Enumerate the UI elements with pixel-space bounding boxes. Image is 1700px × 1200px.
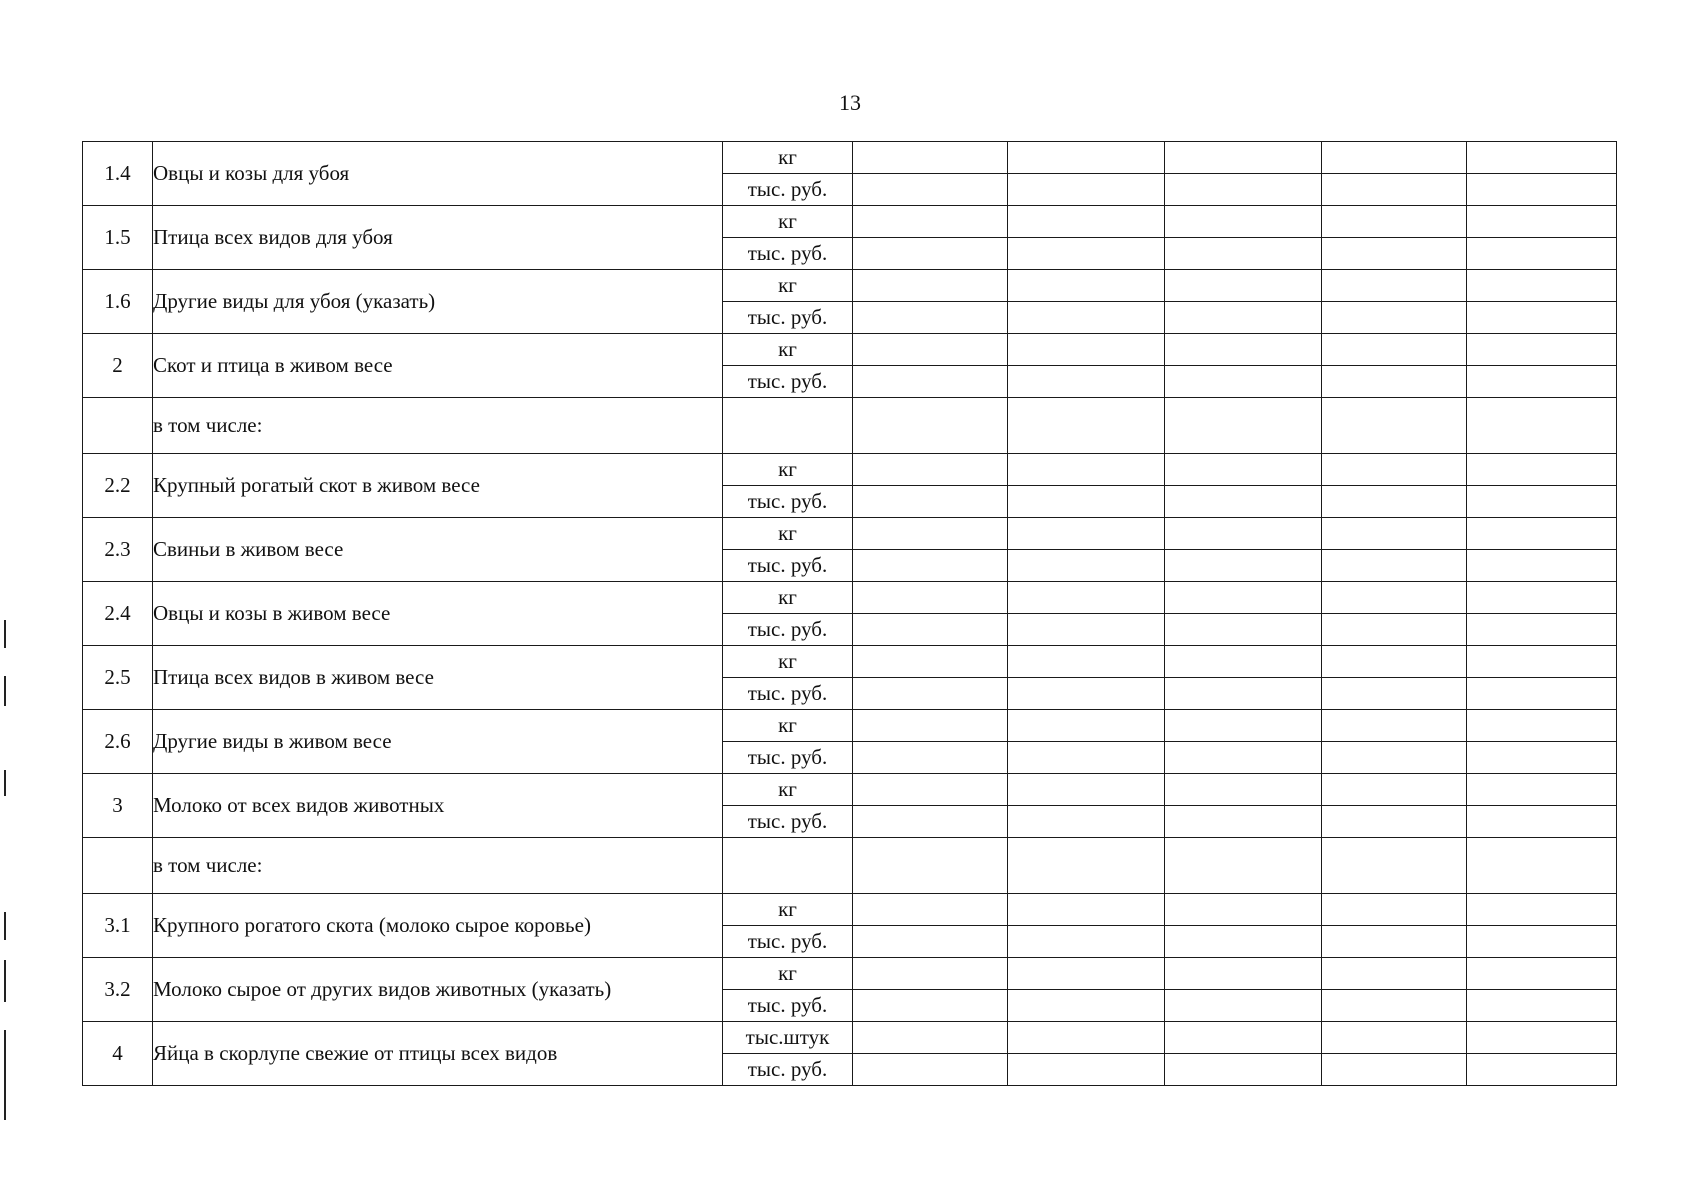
value-cell[interactable] — [1008, 398, 1165, 454]
value-cell[interactable] — [853, 742, 1008, 774]
indicator-name: Крупный рогатый скот в живом весе — [153, 454, 723, 518]
scan-margin-mark — [4, 912, 6, 940]
indicator-name: Овцы и козы в живом весе — [153, 582, 723, 646]
value-cell[interactable] — [1322, 894, 1467, 926]
value-cell[interactable] — [1467, 710, 1617, 742]
value-cell[interactable] — [1467, 646, 1617, 678]
value-cell[interactable] — [1165, 710, 1322, 742]
value-cell[interactable] — [1165, 838, 1322, 894]
value-cell[interactable] — [1165, 454, 1322, 486]
row-number — [83, 398, 153, 454]
value-cell[interactable] — [1467, 582, 1617, 614]
value-cell[interactable] — [853, 366, 1008, 398]
row-number: 4 — [83, 1022, 153, 1086]
value-cell[interactable] — [1165, 486, 1322, 518]
value-cell[interactable] — [853, 678, 1008, 710]
table-body — [83, 142, 1617, 1086]
value-cell[interactable] — [1008, 806, 1165, 838]
indicator-name: Свиньи в живом весе — [153, 518, 723, 582]
subheading-label: в том числе: — [153, 838, 723, 894]
value-cell[interactable] — [853, 454, 1008, 486]
value-cell[interactable] — [853, 270, 1008, 302]
table-row — [83, 838, 1617, 894]
value-cell[interactable] — [1008, 710, 1165, 742]
value-cell[interactable] — [1008, 678, 1165, 710]
value-cell[interactable] — [1322, 1022, 1467, 1054]
value-cell[interactable] — [1165, 518, 1322, 550]
unit-of-measure: тыс. руб. — [723, 302, 853, 334]
unit-of-measure: тыс. руб. — [723, 486, 853, 518]
row-number — [83, 838, 153, 894]
value-cell[interactable] — [1008, 894, 1165, 926]
row-number: 1.5 — [83, 206, 153, 270]
value-cell[interactable] — [1008, 926, 1165, 958]
value-cell[interactable] — [1008, 174, 1165, 206]
unit-of-measure: кг — [723, 142, 853, 174]
value-cell[interactable] — [1165, 614, 1322, 646]
value-cell[interactable] — [1165, 174, 1322, 206]
table-row — [83, 398, 1617, 454]
value-cell[interactable] — [1165, 206, 1322, 238]
value-cell[interactable] — [1467, 990, 1617, 1022]
value-cell[interactable] — [1322, 486, 1467, 518]
value-cell[interactable] — [1165, 1022, 1322, 1054]
unit-of-measure: тыс.штук — [723, 1022, 853, 1054]
table-row — [83, 334, 1617, 366]
unit-of-measure: кг — [723, 894, 853, 926]
unit-of-measure: кг — [723, 646, 853, 678]
unit-of-measure: тыс. руб. — [723, 926, 853, 958]
value-cell[interactable] — [1322, 806, 1467, 838]
value-cell[interactable] — [1008, 518, 1165, 550]
value-cell[interactable] — [853, 614, 1008, 646]
table-row — [83, 894, 1617, 926]
value-cell[interactable] — [1165, 398, 1322, 454]
value-cell[interactable] — [1322, 958, 1467, 990]
value-cell[interactable] — [1467, 206, 1617, 238]
value-cell[interactable] — [1322, 142, 1467, 174]
value-cell[interactable] — [853, 806, 1008, 838]
value-cell[interactable] — [1008, 206, 1165, 238]
value-cell[interactable] — [1008, 238, 1165, 270]
value-cell[interactable] — [1165, 582, 1322, 614]
value-cell[interactable] — [1008, 366, 1165, 398]
value-cell[interactable] — [1165, 806, 1322, 838]
value-cell[interactable] — [1322, 838, 1467, 894]
unit-of-measure — [723, 398, 853, 454]
value-cell[interactable] — [853, 550, 1008, 582]
value-cell[interactable] — [853, 646, 1008, 678]
value-cell[interactable] — [853, 238, 1008, 270]
value-cell[interactable] — [853, 990, 1008, 1022]
value-cell[interactable] — [1165, 646, 1322, 678]
unit-of-measure: тыс. руб. — [723, 1054, 853, 1086]
value-cell[interactable] — [1467, 894, 1617, 926]
unit-of-measure: кг — [723, 206, 853, 238]
value-cell[interactable] — [1322, 270, 1467, 302]
value-cell[interactable] — [1165, 678, 1322, 710]
value-cell[interactable] — [1322, 646, 1467, 678]
value-cell[interactable] — [1467, 366, 1617, 398]
indicator-name: Птица всех видов для убоя — [153, 206, 723, 270]
value-cell[interactable] — [1322, 206, 1467, 238]
table-row — [83, 206, 1617, 238]
value-cell[interactable] — [1008, 302, 1165, 334]
value-cell[interactable] — [1467, 1054, 1617, 1086]
value-cell[interactable] — [1467, 774, 1617, 806]
indicator-name: Молоко от всех видов животных — [153, 774, 723, 838]
value-cell[interactable] — [1008, 990, 1165, 1022]
table-row — [83, 270, 1617, 302]
value-cell[interactable] — [853, 486, 1008, 518]
table-row — [83, 454, 1617, 486]
value-cell[interactable] — [1322, 334, 1467, 366]
value-cell[interactable] — [1467, 486, 1617, 518]
subheading-label: в том числе: — [153, 398, 723, 454]
unit-of-measure — [723, 838, 853, 894]
value-cell[interactable] — [853, 926, 1008, 958]
value-cell[interactable] — [1467, 550, 1617, 582]
row-number: 3 — [83, 774, 153, 838]
table-row — [83, 518, 1617, 550]
value-cell[interactable] — [1165, 1054, 1322, 1086]
value-cell[interactable] — [1467, 270, 1617, 302]
unit-of-measure: кг — [723, 270, 853, 302]
value-cell[interactable] — [1165, 990, 1322, 1022]
indicator-name: Другие виды для убоя (указать) — [153, 270, 723, 334]
page-number: 13 — [839, 90, 861, 115]
value-cell[interactable] — [1165, 142, 1322, 174]
value-cell[interactable] — [853, 142, 1008, 174]
scan-margin-mark — [4, 960, 6, 1002]
value-cell[interactable] — [1008, 958, 1165, 990]
value-cell[interactable] — [1467, 838, 1617, 894]
table-row — [83, 774, 1617, 806]
value-cell[interactable] — [1165, 550, 1322, 582]
row-number: 2.4 — [83, 582, 153, 646]
value-cell[interactable] — [1008, 270, 1165, 302]
livestock-production-table — [82, 141, 1617, 1086]
scan-margin-mark — [4, 620, 6, 648]
table-row — [83, 1022, 1617, 1054]
value-cell[interactable] — [1008, 582, 1165, 614]
value-cell[interactable] — [1165, 742, 1322, 774]
unit-of-measure: тыс. руб. — [723, 990, 853, 1022]
unit-of-measure: кг — [723, 774, 853, 806]
value-cell[interactable] — [1165, 894, 1322, 926]
value-cell[interactable] — [1467, 926, 1617, 958]
value-cell[interactable] — [1467, 806, 1617, 838]
row-number: 2.2 — [83, 454, 153, 518]
value-cell[interactable] — [1322, 614, 1467, 646]
value-cell[interactable] — [853, 518, 1008, 550]
value-cell[interactable] — [1322, 926, 1467, 958]
unit-of-measure: тыс. руб. — [723, 238, 853, 270]
unit-of-measure: кг — [723, 454, 853, 486]
value-cell[interactable] — [1165, 302, 1322, 334]
value-cell[interactable] — [1008, 550, 1165, 582]
value-cell[interactable] — [1008, 1022, 1165, 1054]
value-cell[interactable] — [1165, 366, 1322, 398]
row-number: 2.3 — [83, 518, 153, 582]
indicator-name: Птица всех видов в живом весе — [153, 646, 723, 710]
value-cell[interactable] — [853, 958, 1008, 990]
value-cell[interactable] — [853, 1022, 1008, 1054]
value-cell[interactable] — [1322, 990, 1467, 1022]
value-cell[interactable] — [1467, 302, 1617, 334]
indicator-name: Яйца в скорлупе свежие от птицы всех видов — [153, 1022, 723, 1086]
value-cell[interactable] — [1467, 334, 1617, 366]
value-cell[interactable] — [853, 302, 1008, 334]
row-number: 3.2 — [83, 958, 153, 1022]
value-cell[interactable] — [1322, 174, 1467, 206]
value-cell[interactable] — [1467, 142, 1617, 174]
value-cell[interactable] — [1467, 398, 1617, 454]
table-row — [83, 582, 1617, 614]
scan-margin-mark — [4, 770, 6, 796]
table-row — [83, 646, 1617, 678]
value-cell[interactable] — [1322, 678, 1467, 710]
unit-of-measure: тыс. руб. — [723, 366, 853, 398]
table-row — [83, 142, 1617, 174]
unit-of-measure: тыс. руб. — [723, 742, 853, 774]
value-cell[interactable] — [1467, 454, 1617, 486]
value-cell[interactable] — [1322, 238, 1467, 270]
value-cell[interactable] — [1008, 614, 1165, 646]
value-cell[interactable] — [1322, 1054, 1467, 1086]
unit-of-measure: тыс. руб. — [723, 678, 853, 710]
value-cell[interactable] — [1008, 454, 1165, 486]
value-cell[interactable] — [1008, 142, 1165, 174]
value-cell[interactable] — [1322, 302, 1467, 334]
unit-of-measure: кг — [723, 582, 853, 614]
value-cell[interactable] — [1322, 742, 1467, 774]
value-cell[interactable] — [853, 710, 1008, 742]
row-number: 2.6 — [83, 710, 153, 774]
value-cell[interactable] — [1165, 270, 1322, 302]
unit-of-measure: тыс. руб. — [723, 174, 853, 206]
value-cell[interactable] — [1467, 614, 1617, 646]
value-cell[interactable] — [1467, 958, 1617, 990]
value-cell[interactable] — [1322, 398, 1467, 454]
indicator-name: Крупного рогатого скота (молоко сырое коровье) — [153, 894, 723, 958]
indicator-name: Молоко сырое от других видов животных (указать) — [153, 958, 723, 1022]
row-number: 1.4 — [83, 142, 153, 206]
value-cell[interactable] — [853, 582, 1008, 614]
value-cell[interactable] — [1322, 710, 1467, 742]
value-cell[interactable] — [1467, 518, 1617, 550]
scan-margin-mark — [4, 676, 6, 706]
unit-of-measure: кг — [723, 710, 853, 742]
value-cell[interactable] — [853, 174, 1008, 206]
value-cell[interactable] — [853, 838, 1008, 894]
unit-of-measure: кг — [723, 518, 853, 550]
row-number: 3.1 — [83, 894, 153, 958]
value-cell[interactable] — [1165, 238, 1322, 270]
row-number: 1.6 — [83, 270, 153, 334]
value-cell[interactable] — [1322, 774, 1467, 806]
value-cell[interactable] — [1322, 550, 1467, 582]
value-cell[interactable] — [1165, 958, 1322, 990]
value-cell[interactable] — [1008, 838, 1165, 894]
value-cell[interactable] — [1008, 646, 1165, 678]
scan-margin-mark — [4, 1030, 6, 1120]
value-cell[interactable] — [853, 206, 1008, 238]
value-cell[interactable] — [1467, 174, 1617, 206]
value-cell[interactable] — [1165, 774, 1322, 806]
unit-of-measure: тыс. руб. — [723, 806, 853, 838]
value-cell[interactable] — [853, 774, 1008, 806]
value-cell[interactable] — [1322, 518, 1467, 550]
indicator-name: Овцы и козы для убоя — [153, 142, 723, 206]
value-cell[interactable] — [1008, 1054, 1165, 1086]
value-cell[interactable] — [853, 1054, 1008, 1086]
value-cell[interactable] — [1008, 486, 1165, 518]
value-cell[interactable] — [1008, 334, 1165, 366]
table-row — [83, 958, 1617, 990]
value-cell[interactable] — [1467, 678, 1617, 710]
unit-of-measure: тыс. руб. — [723, 550, 853, 582]
unit-of-measure: кг — [723, 334, 853, 366]
value-cell[interactable] — [1467, 1022, 1617, 1054]
value-cell[interactable] — [1467, 742, 1617, 774]
unit-of-measure: тыс. руб. — [723, 614, 853, 646]
value-cell[interactable] — [1467, 238, 1617, 270]
value-cell[interactable] — [1165, 926, 1322, 958]
value-cell[interactable] — [853, 398, 1008, 454]
unit-of-measure: кг — [723, 958, 853, 990]
row-number: 2.5 — [83, 646, 153, 710]
table-row — [83, 710, 1617, 742]
value-cell[interactable] — [1008, 774, 1165, 806]
value-cell[interactable] — [1322, 454, 1467, 486]
value-cell[interactable] — [1165, 334, 1322, 366]
indicator-name: Другие виды в живом весе — [153, 710, 723, 774]
row-number: 2 — [83, 334, 153, 398]
value-cell[interactable] — [853, 894, 1008, 926]
value-cell[interactable] — [1322, 366, 1467, 398]
indicator-name: Скот и птица в живом весе — [153, 334, 723, 398]
value-cell[interactable] — [853, 334, 1008, 366]
value-cell[interactable] — [1008, 742, 1165, 774]
value-cell[interactable] — [1322, 582, 1467, 614]
